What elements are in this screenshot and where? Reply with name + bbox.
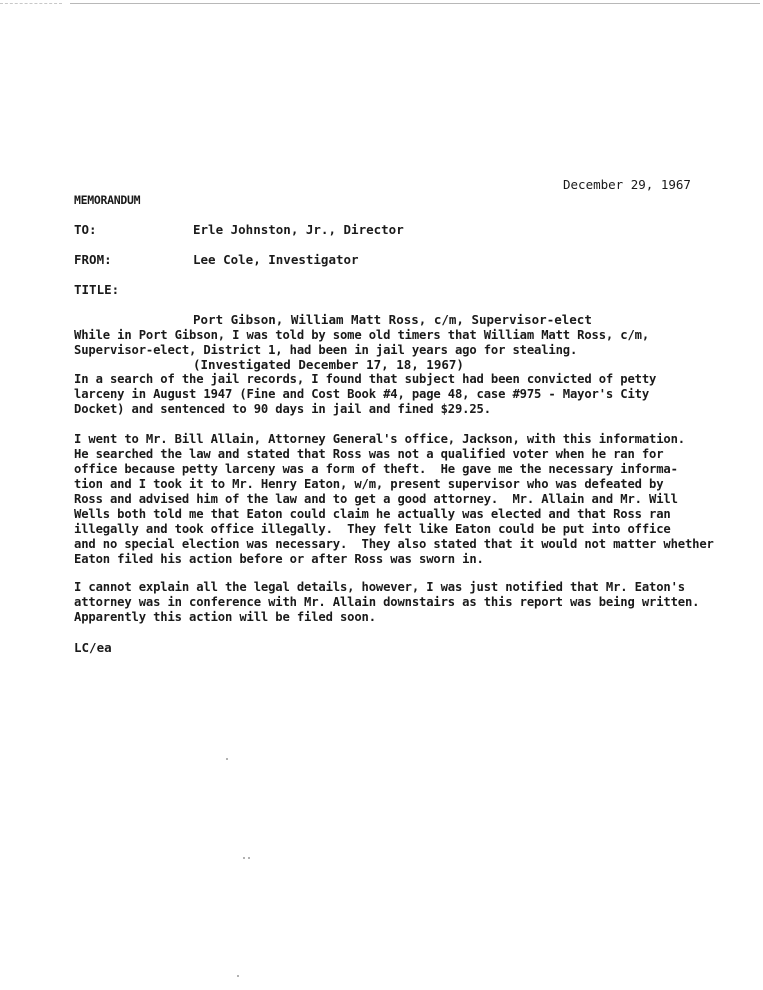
paragraph-line: Ross and advised him of the law and to get a good attorney. Mr. Allain and Mr. Will	[74, 492, 678, 506]
memo-heading: MEMORANDUM	[74, 193, 141, 207]
to-label: TO:	[74, 222, 97, 237]
paragraph-line: Apparently this action will be filed soon.	[74, 610, 376, 624]
paragraph-line: office because petty larceny was a form of theft. He gave me the necessary informa-	[74, 462, 678, 476]
scan-speck	[226, 758, 228, 760]
paragraph-line: I went to Mr. Bill Allain, Attorney General's office, Jackson, with this information.	[74, 432, 685, 446]
top-edge-rule	[70, 3, 760, 4]
paragraph-4	[74, 580, 734, 625]
paragraph-1	[74, 328, 734, 358]
paragraph-line: I cannot explain all the legal details, however, I was just notified that Mr. Eaton's	[74, 580, 685, 594]
from-value: Lee Cole, Investigator	[193, 252, 359, 267]
paragraph-line: Docket) and sentenced to 90 days in jail and fined $29.25.	[74, 402, 491, 416]
paragraph-line: tion and I took it to Mr. Henry Eaton, w/m, present supervisor who was defeated by	[74, 477, 664, 491]
paragraph-line: larceny in August 1947 (Fine and Cost Book #4, page 48, case #975 - Mayor's City	[74, 387, 649, 401]
memo-date: December 29, 1967	[563, 177, 691, 192]
title-line: (Investigated December 17, 18, 1967)	[193, 357, 464, 372]
typist-initials: LC/ea	[74, 640, 112, 655]
paragraph-line: and no special election was necessary. They also stated that it would not matter whether	[74, 537, 714, 551]
paragraph-3	[74, 432, 734, 567]
to-value: Erle Johnston, Jr., Director	[193, 222, 404, 237]
top-edge-dash	[0, 3, 62, 4]
paragraph-line: illegally and took office illegally. They felt like Eaton could be put into office	[74, 522, 671, 536]
scan-speck	[237, 975, 239, 977]
scan-speck	[248, 857, 250, 859]
paragraph-line: While in Port Gibson, I was told by some old timers that William Matt Ross, c/m,	[74, 328, 649, 342]
paragraph-line: Eaton filed his action before or after Ross was sworn in.	[74, 552, 484, 566]
from-label: FROM:	[74, 252, 112, 267]
paragraph-line: Wells both told me that Eaton could claim he actually was elected and that Ross ran	[74, 507, 671, 521]
paragraph-line: attorney was in conference with Mr. Allain downstairs as this report was being written.	[74, 595, 700, 609]
paragraph-line: He searched the law and stated that Ross was not a qualified voter when he ran for	[74, 447, 664, 461]
scan-speck	[243, 857, 245, 859]
paragraph-2	[74, 372, 734, 417]
title-label: TITLE:	[74, 282, 120, 297]
title-line: Port Gibson, William Matt Ross, c/m, Supervisor-elect	[193, 312, 592, 327]
paragraph-line: In a search of the jail records, I found that subject had been convicted of petty	[74, 372, 657, 386]
paragraph-line: Supervisor-elect, District 1, had been in jail years ago for stealing.	[74, 343, 578, 357]
